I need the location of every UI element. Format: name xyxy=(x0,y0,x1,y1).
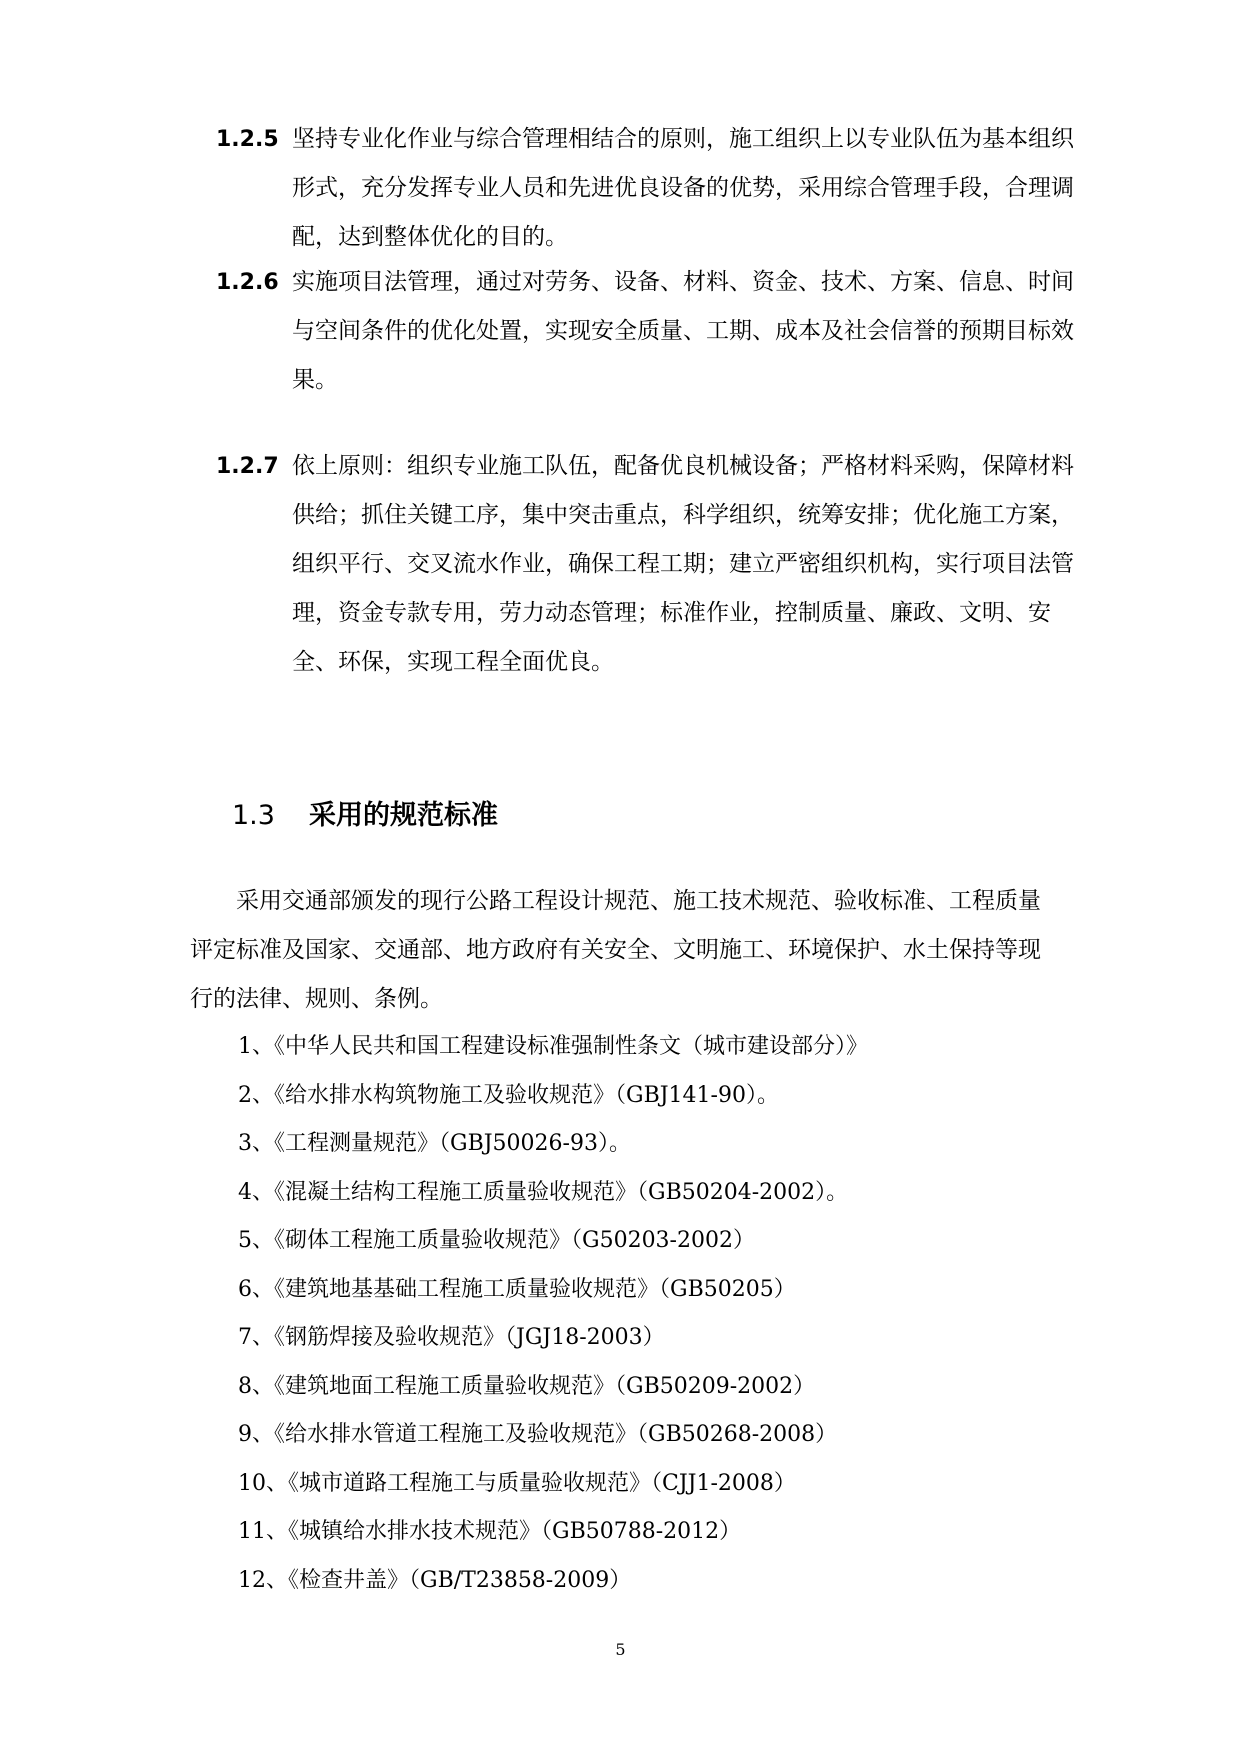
clause-text: 坚持专业化作业与综合管理相结合的原则，施工组织上以专业队伍为基本组织形式，充分发挥专业人员和先进优良设备的优势，采用综合管理手段，合理调配，达到整体优化的目的。 xyxy=(292,126,1074,250)
list-item: 6、《建筑地基基础工程施工质量验收规范》（GB50205） xyxy=(238,1276,796,1302)
list-item: 7、《钢筋焊接及验收规范》（JGJ18-2003） xyxy=(238,1325,665,1350)
clause-1-2-7 xyxy=(216,442,1076,687)
list-item: 12、《检查井盖》（GB/T23858-2009） xyxy=(238,1567,632,1593)
standards-list xyxy=(238,1023,1058,1605)
intro-paragraph: 采用交通部颁发的现行公路工程设计规范、施工技术规范、验收标准、工程质量评定标准及国家、交通部、地方政府有关安全、文明施工、环境保护、水土保持等现行的法律、规则、条例。 xyxy=(190,888,1041,1012)
list-item: 8、《建筑地面工程施工质量验收规范》（GB50209-2002） xyxy=(238,1373,816,1399)
section-heading xyxy=(232,796,498,836)
list-item: 5、《砌体工程施工质量验收规范》（G50203-2002） xyxy=(238,1228,755,1253)
clause-number: 1.2.7 xyxy=(216,454,279,479)
list-item: 2、《给水排水构筑物施工及验收规范》（GBJ141-90）。 xyxy=(238,1082,779,1108)
list-item: 10、《城市道路工程施工与质量验收规范》（CJJ1-2008） xyxy=(238,1470,796,1496)
list-item: 3、《工程测量规范》（GBJ50026-93）。 xyxy=(238,1131,631,1156)
page-number: 5 xyxy=(615,1640,626,1659)
section-number: 1.3 xyxy=(232,800,275,831)
clause-number: 1.2.6 xyxy=(216,270,279,295)
section-title: 采用的规范标准 xyxy=(308,800,498,831)
list-item: 1、《中华人民共和国工程建设标准强制性条文（城市建设部分）》 xyxy=(238,1034,868,1059)
clause-text: 依上原则：组织专业施工队伍，配备优良机械设备；严格材料采购，保障材料供给；抓住关键工序，集中突击重点，科学组织，统筹安排；优化施工方案，组织平行、交叉流水作业，确保工程工期；建立严密组织机构，实行项目法管理，资金专款专用，劳力动态管理；标准作业，控制质量、廉政、文明、安全、环保，实现工程全面优良。 xyxy=(292,453,1074,675)
clause-text: 实施项目法管理，通过对劳务、设备、材料、资金、技术、方案、信息、时间与空间条件的优化处置，实现安全质量、工期、成本及社会信誉的预期目标效果。 xyxy=(292,269,1074,393)
list-item: 11、《城镇给水排水技术规范》（GB50788-2012） xyxy=(238,1519,742,1544)
list-item: 4、《混凝土结构工程施工质量验收规范》（GB50204-2002）。 xyxy=(238,1179,849,1205)
clause-number: 1.2.5 xyxy=(216,127,279,152)
clause-1-2-6 xyxy=(216,258,1076,405)
clause-1-2-5 xyxy=(216,115,1076,262)
list-item: 9、《给水排水管道工程施工及验收规范》（GB50268-2008） xyxy=(238,1422,838,1447)
